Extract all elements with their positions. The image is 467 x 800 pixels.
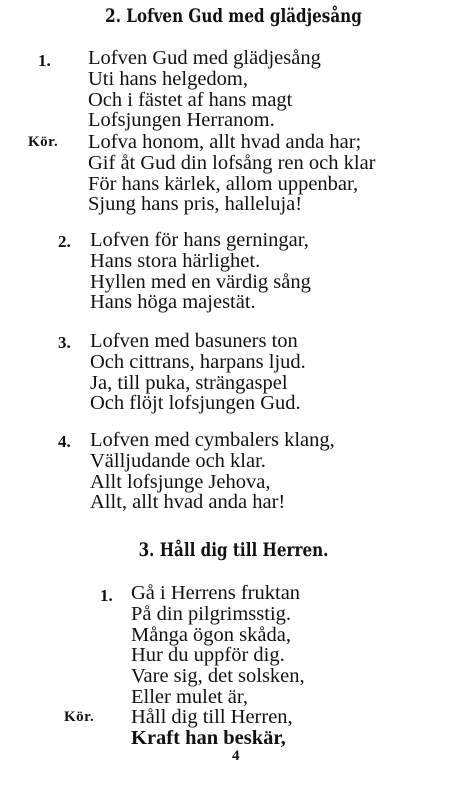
chorus-line: Sjung hans pris, halleluja! — [88, 193, 303, 216]
verse-line: Allt lofsjunge Jehova, — [90, 470, 271, 493]
hymn-2-verse-1 — [88, 48, 321, 131]
verse-line: Många ögon skåda, — [131, 623, 291, 646]
chorus-line: För hans kärlek, allom uppenbar, — [88, 172, 359, 195]
verse-line: Lofven med basuners ton — [90, 330, 298, 352]
verse-line: Uti hans helgedom, — [88, 67, 248, 90]
hymn-2-verse-3 — [90, 331, 306, 414]
hymn-2-title: 2. Lofven Gud med glädjesång — [105, 6, 362, 27]
verse-line: Gå i Herrens fruktan — [131, 582, 301, 604]
chorus-line: Lofva honom, allt hvad anda har; — [88, 131, 362, 153]
hymn-2-chorus — [88, 132, 376, 215]
verse-line: Lofven med cymbalers klang, — [90, 429, 335, 451]
chorus-line: Håll dig till Herren, — [131, 706, 293, 728]
verse-number: 3. — [58, 333, 71, 352]
verse-number: 1. — [38, 51, 51, 70]
hymn-3-title: 3. Håll dig till Herren. — [138, 540, 329, 561]
verse-line: Och cittrans, harpans ljud. — [90, 350, 306, 373]
hymn-3-verse-1 — [131, 583, 305, 708]
chorus-line: Gif åt Gud din lofsång ren och klar — [88, 151, 376, 174]
verse-line: Och i fästet af hans magt — [88, 88, 293, 111]
page-number: 4 — [232, 748, 240, 764]
verse-line: Hur du uppför dig. — [131, 644, 285, 667]
verse-number: 4. — [58, 432, 71, 451]
verse-line: På din pilgrimsstig. — [131, 602, 292, 625]
hymn-2-verse-2 — [90, 230, 311, 313]
verse-number: 2. — [58, 232, 71, 251]
verse-line: Lofven Gud med glädjesång — [88, 47, 321, 69]
verse-line: Lofsjungen Herranom. — [88, 109, 275, 132]
verse-line: Vare sig, det solsken, — [131, 665, 305, 688]
verse-line: Hans höga majestät. — [90, 291, 256, 314]
verse-line: Välljudande och klar. — [90, 449, 266, 472]
hymn-3-chorus — [131, 707, 293, 749]
verse-line: Hans stora härlighet. — [90, 249, 261, 272]
verse-line: Ja, till puka, strängaspel — [90, 371, 288, 394]
chorus-label: Kör. — [64, 709, 95, 725]
verse-number: 1. — [100, 586, 113, 605]
verse-line: Allt, allt hvad anda har! — [90, 491, 286, 514]
verse-line: Hyllen med en värdig sång — [90, 270, 311, 293]
chorus-label: Kör. — [28, 134, 59, 150]
hymn-2-verse-4 — [90, 430, 335, 513]
chorus-line: Kraft han beskär, — [131, 726, 286, 749]
verse-line: Och flöjt lofsjungen Gud. — [90, 392, 301, 415]
verse-line: Lofven för hans gerningar, — [90, 229, 309, 251]
verse-line: Eller mulet är, — [131, 685, 249, 708]
